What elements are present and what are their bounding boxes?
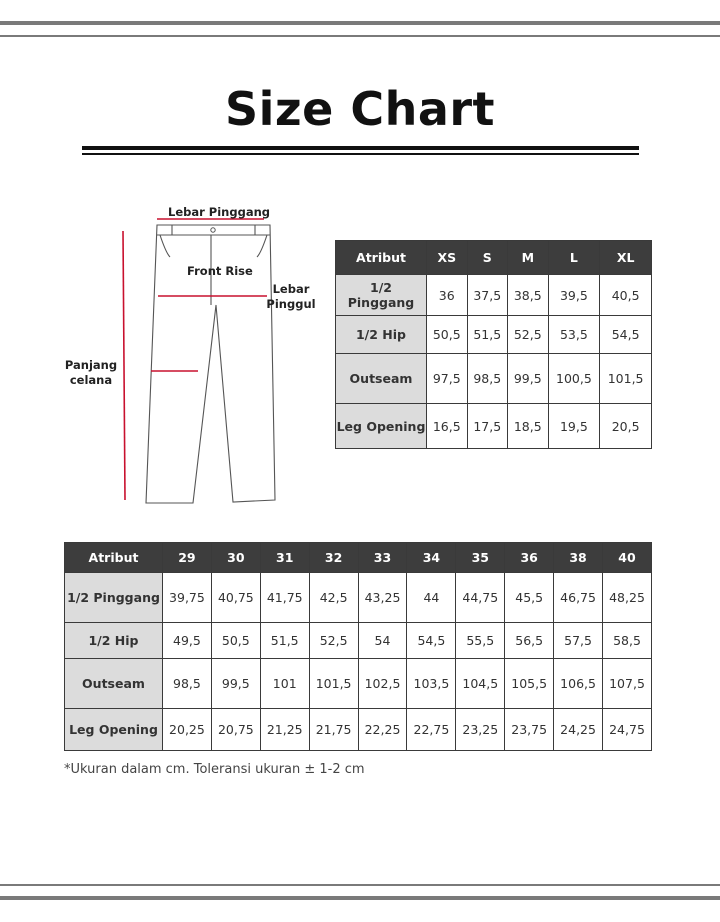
header-cell: S xyxy=(467,241,508,275)
value-cell: 39,75 xyxy=(163,573,212,623)
value-cell: 44,75 xyxy=(456,573,505,623)
value-cell: 36 xyxy=(427,275,468,316)
header-cell: 30 xyxy=(211,543,260,573)
value-cell: 48,25 xyxy=(603,573,652,623)
value-cell: 52,5 xyxy=(309,623,358,659)
header-cell: 29 xyxy=(163,543,212,573)
value-cell: 104,5 xyxy=(456,659,505,709)
header-cell: 32 xyxy=(309,543,358,573)
table-row xyxy=(336,404,652,449)
value-cell: 19,5 xyxy=(548,404,600,449)
value-cell: 50,5 xyxy=(427,316,468,354)
row-label: 1/2 Hip xyxy=(336,316,427,354)
label-lebar-pinggang: Lebar Pinggang xyxy=(168,205,270,219)
front-pocket-right xyxy=(257,235,267,257)
page-title: Size Chart xyxy=(224,82,496,136)
value-cell: 106,5 xyxy=(554,659,603,709)
header-cell: Atribut xyxy=(336,241,427,275)
table-row xyxy=(65,573,652,623)
value-cell: 50,5 xyxy=(211,623,260,659)
value-cell: 53,5 xyxy=(548,316,600,354)
value-cell: 101,5 xyxy=(309,659,358,709)
size-table-letter xyxy=(335,240,652,449)
length-measure-line xyxy=(123,231,125,500)
label-lebar-pinggul: Lebar Pinggul xyxy=(266,282,316,311)
value-cell: 37,5 xyxy=(467,275,508,316)
value-cell: 52,5 xyxy=(508,316,549,354)
header-cell: XS xyxy=(427,241,468,275)
bottom-border-thin xyxy=(0,884,720,886)
value-cell: 56,5 xyxy=(505,623,554,659)
row-label: Leg Opening xyxy=(65,709,163,751)
table-row xyxy=(336,316,652,354)
table-header-row xyxy=(336,241,652,275)
value-cell: 41,75 xyxy=(260,573,309,623)
value-cell: 21,75 xyxy=(309,709,358,751)
value-cell: 38,5 xyxy=(508,275,549,316)
value-cell: 17,5 xyxy=(467,404,508,449)
value-cell: 24,25 xyxy=(554,709,603,751)
value-cell: 16,5 xyxy=(427,404,468,449)
row-label: Outseam xyxy=(336,354,427,404)
value-cell: 49,5 xyxy=(163,623,212,659)
value-cell: 43,25 xyxy=(358,573,407,623)
front-pocket-left xyxy=(160,235,170,257)
table-row xyxy=(65,623,652,659)
value-cell: 18,5 xyxy=(508,404,549,449)
value-cell: 45,5 xyxy=(505,573,554,623)
value-cell: 51,5 xyxy=(260,623,309,659)
value-cell: 55,5 xyxy=(456,623,505,659)
header-cell: 33 xyxy=(358,543,407,573)
table-header-row xyxy=(65,543,652,573)
row-label: 1/2 Pinggang xyxy=(336,275,427,316)
title-underline-thin xyxy=(82,153,639,155)
value-cell: 22,25 xyxy=(358,709,407,751)
value-cell: 97,5 xyxy=(427,354,468,404)
value-cell: 20,75 xyxy=(211,709,260,751)
value-cell: 23,75 xyxy=(505,709,554,751)
value-cell: 102,5 xyxy=(358,659,407,709)
value-cell: 42,5 xyxy=(309,573,358,623)
header-cell: 31 xyxy=(260,543,309,573)
row-label: Outseam xyxy=(65,659,163,709)
table-row xyxy=(336,275,652,316)
header-cell: XL xyxy=(600,241,652,275)
value-cell: 40,5 xyxy=(600,275,652,316)
value-cell: 107,5 xyxy=(603,659,652,709)
row-label: Leg Opening xyxy=(336,404,427,449)
table-row xyxy=(65,659,652,709)
value-cell: 99,5 xyxy=(508,354,549,404)
value-cell: 54,5 xyxy=(407,623,456,659)
value-cell: 44 xyxy=(407,573,456,623)
size-table-numeric xyxy=(64,542,652,751)
value-cell: 105,5 xyxy=(505,659,554,709)
button-icon xyxy=(211,228,215,232)
row-label: 1/2 Hip xyxy=(65,623,163,659)
row-label: 1/2 Pinggang xyxy=(65,573,163,623)
value-cell: 54 xyxy=(358,623,407,659)
value-cell: 98,5 xyxy=(163,659,212,709)
bottom-border-thick xyxy=(0,896,720,900)
header-cell: 34 xyxy=(407,543,456,573)
header-cell: Atribut xyxy=(65,543,163,573)
value-cell: 23,25 xyxy=(456,709,505,751)
label-panjang-celana: Panjang celana xyxy=(64,358,118,387)
value-cell: 98,5 xyxy=(467,354,508,404)
header-cell: 38 xyxy=(554,543,603,573)
value-cell: 101 xyxy=(260,659,309,709)
size-note: *Ukuran dalam cm. Toleransi ukuran ± 1-2 cm xyxy=(64,762,365,777)
header-cell: M xyxy=(508,241,549,275)
value-cell: 24,75 xyxy=(603,709,652,751)
value-cell: 21,25 xyxy=(260,709,309,751)
value-cell: 46,75 xyxy=(554,573,603,623)
title-underline-thick xyxy=(82,146,639,150)
value-cell: 100,5 xyxy=(548,354,600,404)
table-row xyxy=(336,354,652,404)
top-border-thick xyxy=(0,21,720,25)
value-cell: 57,5 xyxy=(554,623,603,659)
pants-diagram xyxy=(60,195,300,515)
value-cell: 22,75 xyxy=(407,709,456,751)
value-cell: 20,25 xyxy=(163,709,212,751)
header-cell: L xyxy=(548,241,600,275)
value-cell: 20,5 xyxy=(600,404,652,449)
value-cell: 51,5 xyxy=(467,316,508,354)
value-cell: 40,75 xyxy=(211,573,260,623)
value-cell: 58,5 xyxy=(603,623,652,659)
header-cell: 40 xyxy=(603,543,652,573)
header-cell: 36 xyxy=(505,543,554,573)
header-cell: 35 xyxy=(456,543,505,573)
label-front-rise: Front Rise xyxy=(187,264,253,278)
table-row xyxy=(65,709,652,751)
value-cell: 103,5 xyxy=(407,659,456,709)
value-cell: 99,5 xyxy=(211,659,260,709)
value-cell: 101,5 xyxy=(600,354,652,404)
value-cell: 54,5 xyxy=(600,316,652,354)
value-cell: 39,5 xyxy=(548,275,600,316)
top-border-thin xyxy=(0,35,720,37)
